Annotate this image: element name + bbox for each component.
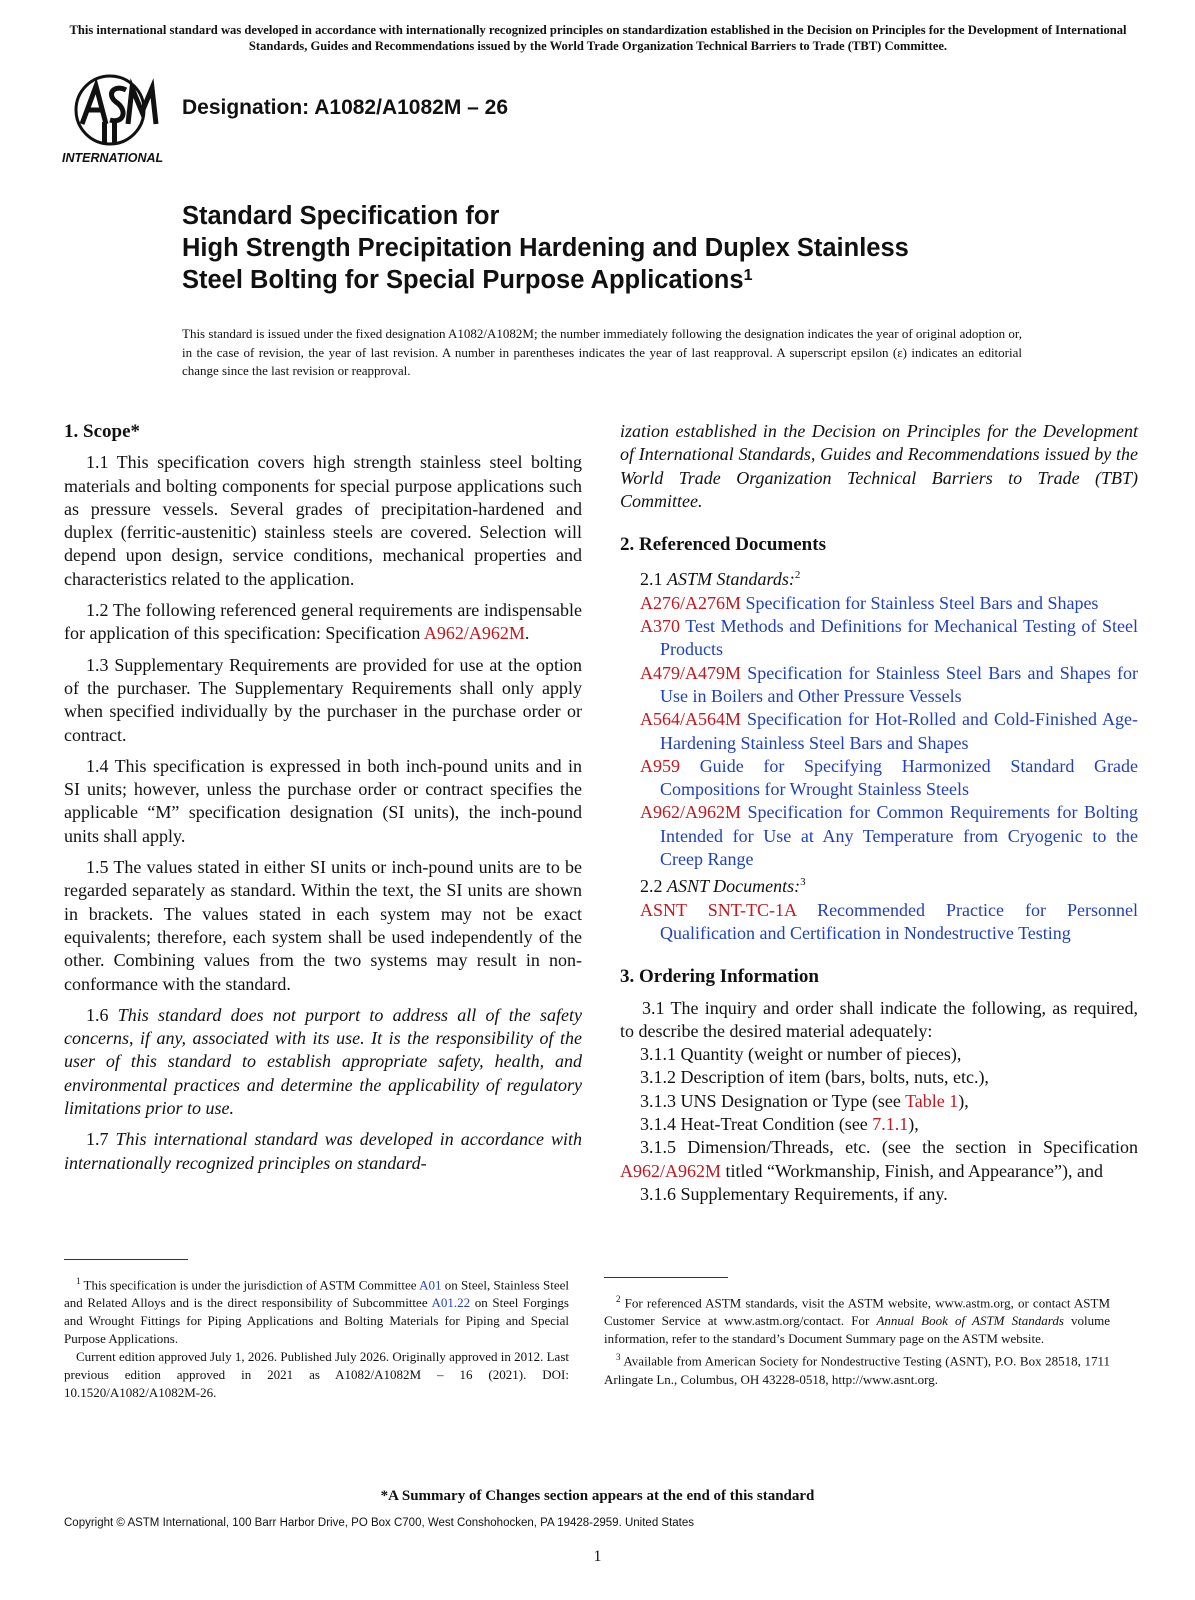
- item-3-1-6: 3.1.6 Supplementary Requirements, if any.: [640, 1183, 948, 1204]
- item-3-1-4: 3.1.4 Heat-Treat Condition (see 7.1.1),: [640, 1114, 919, 1135]
- issuance-note: This standard is issued under the fixed designation A1082/A1082M; the number immediately following the designation indicates the year of original adoption or, in the case of revision, the year of last revision. A number in parentheses indicates the year of last reapproval. A superscript epsilon (ε) indicates an editorial change since the last revision or reapproval.: [182, 326, 1022, 378]
- reference-item[interactable]: [620, 755, 1138, 802]
- item-3-1-1: 3.1.1 Quantity (weight or number of pieces),: [640, 1044, 962, 1065]
- scope-heading: 1. Scope*: [64, 421, 140, 442]
- reference-code[interactable]: A479/A479M: [640, 662, 742, 683]
- item-3-1-3: 3.1.3 UNS Designation or Type (see Table 1),: [640, 1090, 969, 1111]
- para-1-6: 1.6 This standard does not purport to address all of the safety concerns, if any, associated with its use. It is the responsibility of the user of this standard to establish appropriate safety, health, and environmental practices and determine the applicability of regulatory limitations prior to use.: [64, 1004, 583, 1119]
- astm-logo: [62, 72, 172, 166]
- link-a01[interactable]: A01: [419, 1277, 442, 1293]
- reference-item[interactable]: [620, 592, 1138, 615]
- reference-code[interactable]: A564/A564M: [640, 709, 742, 730]
- reference-item[interactable]: [620, 662, 1138, 709]
- title-line-2: High Strength Precipitation Hardening and Duplex Stainless: [182, 234, 909, 262]
- astm-standards-label: 2.1 ASTM Standards:$^2$: [640, 569, 801, 590]
- left-column: [64, 420, 582, 1183]
- reference-title[interactable]: Test Methods and Definitions for Mechanical Testing of Steel Products: [660, 616, 1138, 660]
- document-title: [182, 200, 1082, 296]
- right-column: [620, 420, 1138, 1206]
- page-number: 1: [593, 1548, 602, 1565]
- reference-title[interactable]: Specification for Hot-Rolled and Cold-Finished Age-Hardening Stainless Steel Bars and Shapes: [660, 709, 1139, 753]
- para-1-4: 1.4 This specification is expressed in both inch-pound units and in SI units; however, unless the purchase order or contract specifies the applicable “M” specification designation (SI units), the inch-pound units shall apply.: [64, 755, 582, 846]
- footnote-rule-left: [64, 1259, 188, 1260]
- tbt-notice: This international standard was developed in accordance with internationally recognized principles on standardization established in the Decision on Principles for the Development of International Standards, Guides and Recommendations issued by the World Trade Organization Technical Barriers to Trade (TBT) Committee.: [69, 23, 1127, 53]
- asnt-documents-label: 2.2 ASNT Documents:$^3$: [640, 876, 806, 897]
- reference-item[interactable]: [620, 801, 1138, 871]
- summary-of-changes-note: *A Summary of Changes section appears at the end of this standard: [380, 1488, 815, 1504]
- link-a962[interactable]: A962/A962M: [423, 623, 525, 644]
- reference-item[interactable]: [620, 708, 1138, 755]
- reference-list: [620, 592, 1138, 872]
- title-line-1: Standard Specification for: [182, 202, 500, 230]
- svg-text:INTERNATIONAL: INTERNATIONAL: [62, 151, 164, 165]
- reference-code[interactable]: A962/A962M: [640, 802, 742, 823]
- reference-title[interactable]: Guide for Specifying Harmonized Standard Grade Compositions for Wrought Stainless Steels: [660, 755, 1138, 800]
- reference-title[interactable]: Specification for Stainless Steel Bars and Shapes: [745, 592, 1099, 613]
- footnote-rule-right: [604, 1277, 728, 1278]
- para-1-1: 1.1 This specification covers high strength stainless steel bolting materials and bolting components for special purpose applications such as pressure vessels. Several grades of precipitation-hardened and duplex (ferritic-austenitic) stainless steels are covered. Selection will depend upon design, service conditions, mechanical properties and characteristics related to the application.: [64, 452, 582, 589]
- link-table-1[interactable]: Table 1: [905, 1090, 959, 1111]
- link-a01-22[interactable]: A01.22: [431, 1295, 471, 1311]
- item-3-1-2: 3.1.2 Description of item (bars, bolts, nuts, etc.),: [640, 1067, 989, 1088]
- para-1-7: 1.7 This international standard was developed in accordance with internationally recognized principles on standard-: [64, 1129, 582, 1173]
- asnt-reference[interactable]: ASNT SNT-TC-1A Recommended Practice for Personnel Qualification and Certification in Nondestructive Testing: [640, 899, 1139, 943]
- reference-code[interactable]: A959: [640, 755, 680, 776]
- reference-title[interactable]: Specification for Stainless Steel Bars and Shapes for Use in Boilers and Other Pressure Vessels: [660, 662, 1138, 706]
- reference-code[interactable]: A370: [640, 616, 680, 637]
- ordering-heading: 3. Ordering Information: [620, 966, 819, 988]
- referenced-heading: 2. Referenced Documents: [620, 534, 826, 556]
- para-1-3: 1.3 Supplementary Requirements are provided for use at the option of the purchaser. The Supplementary Requirements shall only apply when specified individually by the purchaser in the purchase order or contract.: [64, 654, 582, 745]
- reference-code[interactable]: A276/A276M: [640, 592, 742, 613]
- copyright: Copyright © ASTM International, 100 Barr Harbor Drive, PO Box C700, West Conshohocken, PA 19428-2959. United States: [64, 1517, 695, 1529]
- footnotes-2-3: $^2$ For referenced ASTM standards, visit the ASTM website, www.astm.org, or contact ASTM Customer Service at www.astm.org/contact. For Annual Book of ASTM Standards volume information, refer to the standard’s Document Summary page on the ASTM website. $^3$ Available from American Society for Nondestructive Testing (ASNT), P.O. Box 28518, 1711 Arlingate Ln., Columbus, OH 43228-0518, http://www.asnt.org.: [604, 1294, 1111, 1387]
- title-line-3: Steel Bolting for Special Purpose Applications$^1$: [182, 266, 753, 294]
- item-3-1-5: 3.1.5 Dimension/Threads, etc. (see the section in Specification A962/A962M titled “Workmanship, Finish, and Appearance”), and: [620, 1137, 1138, 1181]
- para-1-2: 1.2 The following referenced general requirements are indispensable for application of this specification: Specification A962/A962M.: [64, 600, 582, 644]
- footnote-1: $^1$ This specification is under the jurisdiction of ASTM Committee A01 on Steel, Stainless Steel and Related Alloys and is the direct responsibility of Subcommittee A01.22 on Steel Forgings and Wrought Fittings for Piping Applications and Bolting Materials for Piping and Special Purpose Applications. Current edition approved July 1, 2026. Published July 2026. Originally approved in 2012. Last previous edition approved in 2021 as A1082/A1082M – 16 (2021). DOI: 10.1520/A1082/A1082M-26.: [64, 1276, 569, 1401]
- para-1-5: 1.5 The values stated in either SI units or inch-pound units are to be regarded separately as standard. Within the text, the SI units are shown in brackets. The values stated in each system may not be exact equivalents; therefore, each system shall be used independently of the other. Combining values from the two systems may result in non-conformance with the standard.: [64, 857, 582, 994]
- title-footnote-mark: 1: [743, 267, 753, 284]
- link-a962-ordering[interactable]: A962/A962M: [620, 1160, 722, 1181]
- link-7-1-1[interactable]: 7.1.1: [872, 1114, 909, 1135]
- para-3-1: 3.1 The inquiry and order shall indicate the following, as required, to describe the desired material adequately:: [620, 997, 1138, 1041]
- designation: Designation: A1082/A1082M – 26: [182, 96, 509, 119]
- reference-title[interactable]: Specification for Common Requirements for Bolting Intended for Use at Any Temperature from Cryogenic to the Creep Range: [660, 802, 1139, 870]
- para-1-7-cont: ization established in the Decision on Principles for the Development of International Standards, Guides and Recommendations issued by the World Trade Organization Technical Barriers to Trade (TBT) Committee.: [620, 421, 1138, 511]
- reference-item[interactable]: [620, 615, 1138, 662]
